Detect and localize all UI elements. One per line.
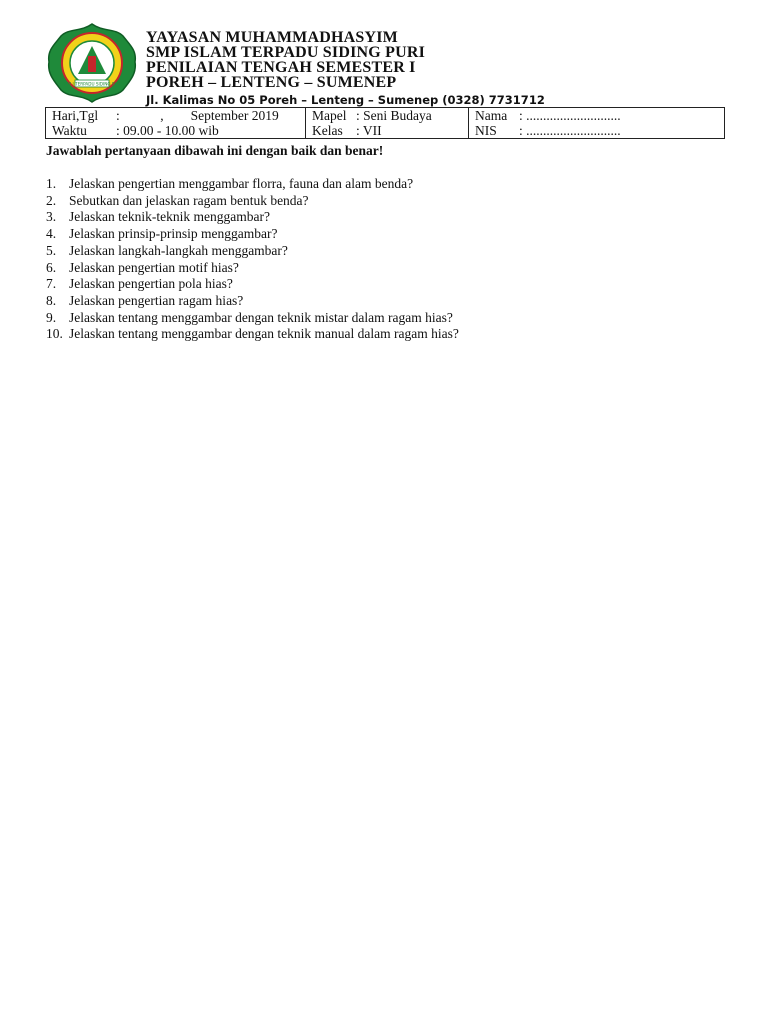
nis-value: : ............................	[519, 123, 621, 138]
question-item: 8. Jelaskan pengertian ragam hias?	[46, 292, 244, 308]
hari-label: Hari,Tgl	[52, 108, 99, 123]
kelas-value: : VII	[356, 123, 382, 138]
waktu-label: Waktu	[52, 123, 87, 138]
school-name: SMP ISLAM TERPADU SIDING PURI	[146, 44, 426, 61]
question-item: 7. Jelaskan pengertian pola hias?	[46, 276, 233, 292]
question-item: 5. Jelaskan langkah-langkah menggambar?	[46, 242, 288, 258]
date-time-cell	[46, 108, 306, 139]
question-list	[46, 176, 459, 343]
mapel-label: Mapel	[312, 108, 347, 123]
exam-title: PENILAIAN TENGAH SEMESTER I	[146, 59, 416, 76]
subject-class-cell	[306, 108, 469, 139]
nama-value: : ............................	[519, 108, 621, 123]
student-cell	[469, 108, 725, 139]
nis-label: NIS	[475, 123, 497, 138]
hari-value: : , September 2019	[116, 108, 279, 123]
question-item: 9. Jelaskan tentang menggambar dengan teknik mistar dalam ragam hias?	[46, 309, 453, 325]
exam-info-table	[45, 107, 725, 139]
question-item: 3. Jelaskan teknik-teknik menggambar?	[46, 209, 270, 225]
waktu-value: : 09.00 - 10.00 wib	[116, 123, 219, 138]
school-logo	[45, 22, 139, 104]
foundation-name: YAYASAN MUHAMMADHASYIM	[146, 29, 398, 46]
nama-label: Nama	[475, 108, 508, 123]
question-item: 1. Jelaskan pengertian menggambar florra, fauna dan alam benda?	[46, 176, 414, 191]
logo-caption: SMP I TERPADU SIDING PURI	[62, 81, 122, 87]
school-location: POREH – LENTENG – SUMENEP	[146, 74, 397, 91]
question-item: 2. Sebutkan dan jelaskan ragam bentuk benda?	[46, 192, 309, 208]
question-item: 6. Jelaskan pengertian motif hias?	[46, 259, 239, 275]
school-address: Jl. Kalimas No 05 Poreh – Lenteng – Sumenep (0328) 7731712	[146, 93, 545, 107]
question-item: 4. Jelaskan prinsip-prinsip menggambar?	[46, 226, 278, 242]
kelas-label: Kelas	[312, 123, 343, 138]
mapel-value: : Seni Budaya	[356, 108, 432, 123]
letterhead	[146, 30, 545, 107]
question-item: 10. Jelaskan tentang menggambar dengan teknik manual dalam ragam hias?	[46, 326, 459, 342]
instruction: Jawablah pertanyaan dibawah ini dengan baik dan benar!	[46, 143, 384, 158]
